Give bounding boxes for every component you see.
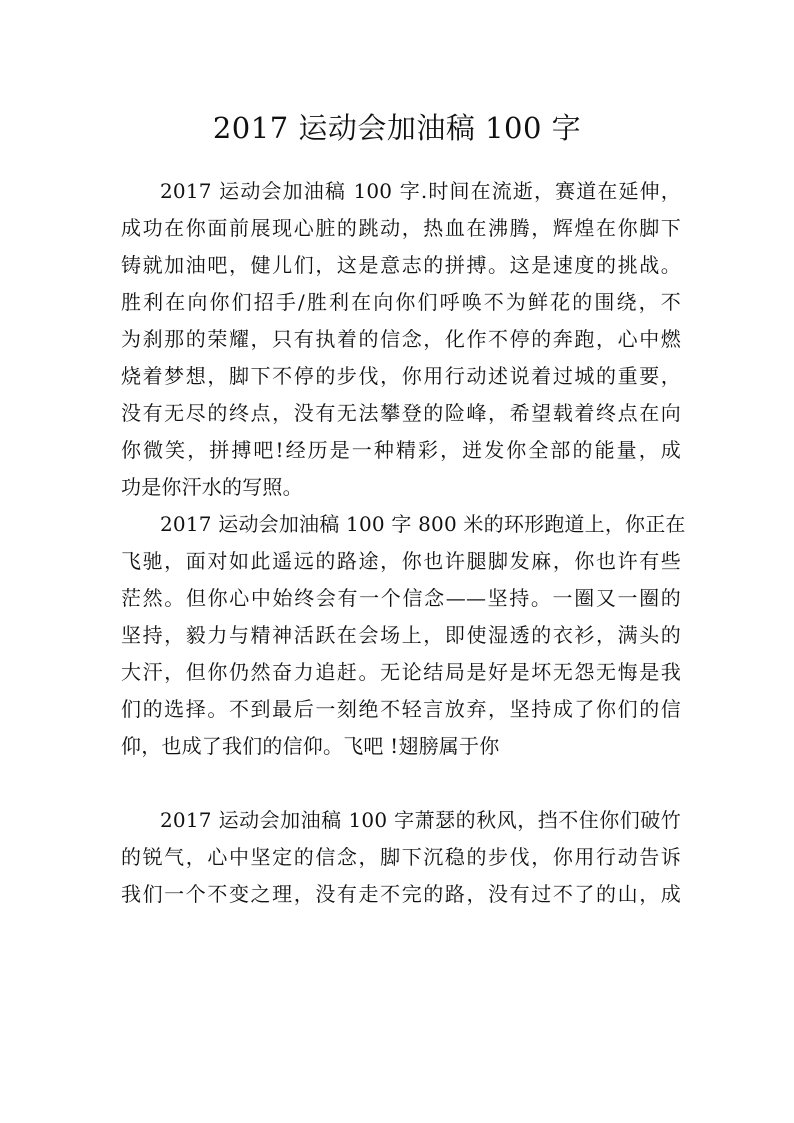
text-line: 没有无尽的终点，没有无法攀登的险峰，希望载着终点在向 <box>121 401 681 425</box>
text-line: 2017 运动会加油稿 100 字 800 米的环形跑道上，你正在 <box>160 512 686 536</box>
text-line: 我们一个不变之理，没有走不完的路，没有过不了的山，成 <box>121 882 681 906</box>
text-line: 2017 运动会加油稿 100 字萧瑟的秋风，挡不住你们破竹 <box>160 808 681 832</box>
document-title: 2017 运动会加油稿 100 字 <box>212 111 582 145</box>
text-line: 你微笑，拼搏吧!经历是一种精彩，迸发你全部的能量，成 <box>121 438 681 462</box>
text-line: 们的选择。不到最后一刻绝不轻言放弃，坚持成了你们的信 <box>121 697 681 721</box>
text-line: 的锐气，心中坚定的信念，脚下沉稳的步伐，你用行动告诉 <box>121 845 681 869</box>
text-line: 成功在你面前展现心脏的跳动，热血在沸腾，辉煌在你脚下 <box>121 216 681 240</box>
paragraph-1 <box>121 173 681 506</box>
text-line: 大汗，但你仍然奋力追赶。无论结局是好是坏无怨无悔是我 <box>121 660 681 684</box>
text-line: 仰，也成了我们的信仰。飞吧 !翅膀属于你 <box>121 734 500 758</box>
text-line: 功是你汗水的写照。 <box>121 475 303 499</box>
text-line: 茫然。但你心中始终会有一个信念——坚持。一圈又一圈的 <box>121 586 681 610</box>
text-line: 坚持，毅力与精神活跃在会场上，即使湿透的衣衫，满头的 <box>121 623 681 647</box>
text-line: 为刹那的荣耀，只有执着的信念，化作不停的奔跑，心中燃 <box>121 327 681 351</box>
paragraph-spacer <box>121 765 681 802</box>
text-line: 烧着梦想，脚下不停的步伐，你用行动述说着过城的重要， <box>121 364 681 388</box>
text-line: 2017 运动会加油稿 100 字.时间在流逝，赛道在延伸， <box>160 179 681 203</box>
document-body <box>121 173 686 913</box>
text-line: 铸就加油吧，健儿们，这是意志的拼搏。这是速度的挑战。 <box>121 253 681 277</box>
text-line: 飞驰，面对如此遥远的路途，你也许腿脚发麻，你也许有些 <box>121 549 681 573</box>
paragraph-3 <box>121 802 681 913</box>
paragraph-2 <box>121 506 686 765</box>
text-line: 胜利在向你们招手/胜利在向你们呼唤不为鲜花的围绕，不 <box>121 290 681 314</box>
